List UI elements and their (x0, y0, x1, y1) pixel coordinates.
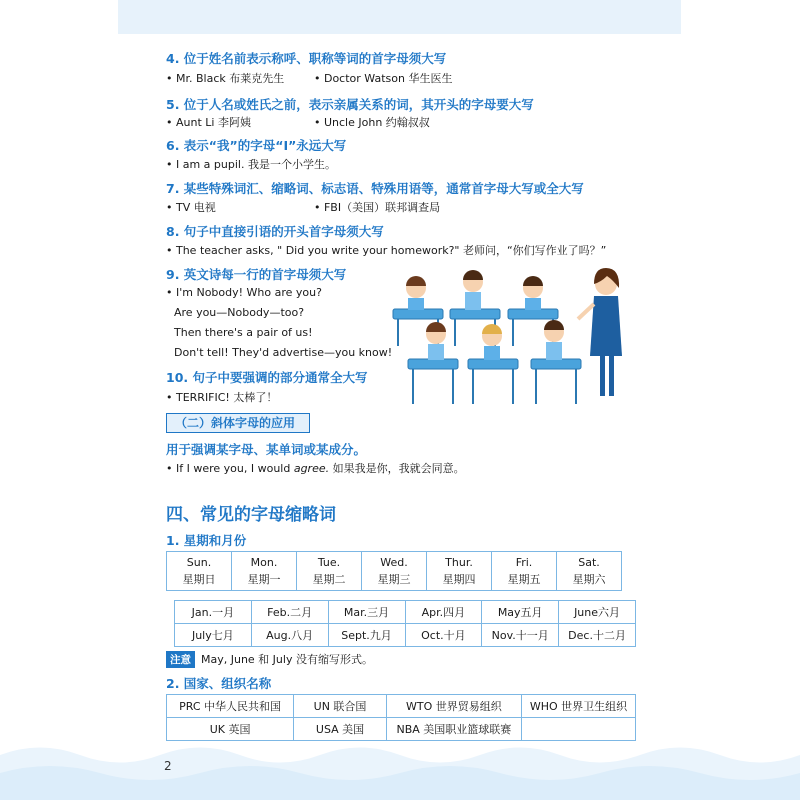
org-cell: WTO 世界贸易组织 (386, 695, 521, 718)
days-table (166, 551, 622, 591)
month-cell: July七月 (175, 624, 252, 647)
poem-line: Then there's a pair of us! (174, 326, 313, 339)
month-cell: Feb.二月 (251, 601, 328, 624)
rule-heading-4: 4. 位于姓名前表示称呼、职称等词的首字母须大写 (166, 51, 447, 66)
rule-heading-5: 5. 位于人名或姓氏之前，表示亲属关系的词，其开头的字母要大写 (166, 97, 534, 112)
italic-heading: 用于强调某字母、某单词或某成分。 (166, 442, 367, 457)
table-row (167, 552, 622, 591)
rule-item: • Aunt Li 李阿姨 (166, 116, 251, 129)
note-tag: 注意 (166, 651, 195, 668)
italic-example: • If I were you, I would agree. 如果我是你，我就会同意。 (166, 462, 465, 475)
table-row (175, 601, 636, 624)
day-cell: Thur. 星期四 (427, 552, 492, 591)
rule-item: • The teacher asks, " Did you write your homework?" 老师问，“你们写作业了吗？” (166, 244, 607, 257)
month-cell: Apr.四月 (405, 601, 482, 624)
org-cell: USA 美国 (294, 718, 387, 741)
rule-heading-7: 7. 某些特殊词汇、缩略词、标志语、特殊用语等，通常首字母大写或全大写 (166, 181, 584, 196)
top-band (118, 0, 681, 34)
months-table (174, 600, 636, 647)
emphasized-word: agree. (293, 462, 330, 475)
section-title: 四、常见的字母缩略词 (166, 505, 336, 525)
poem-line: Don't tell! They'd advertise—you know! (174, 346, 393, 359)
rule-item: • TV 电视 (166, 201, 216, 214)
month-cell: Sept.九月 (328, 624, 405, 647)
rule-item: • Doctor Watson 华生医生 (314, 72, 453, 85)
subheading-orgs: 2. 国家、组织名称 (166, 676, 272, 691)
month-cell: Jan.一月 (175, 601, 252, 624)
table-row (167, 695, 636, 718)
poem-line: Are you—Nobody—too? (174, 306, 305, 319)
month-cell: Dec.十二月 (559, 624, 636, 647)
rule-item: • Mr. Black 布莱克先生 (166, 72, 285, 85)
rule-item: • FBI（美国）联邦调查局 (314, 201, 441, 214)
rule-heading-10: 10. 句子中要强调的部分通常全大写 (166, 370, 368, 385)
rule-heading-9: 9. 英文诗每一行的首字母须大写 (166, 267, 347, 282)
org-cell: UK 英国 (167, 718, 294, 741)
day-cell: Mon. 星期一 (232, 552, 297, 591)
month-cell: Nov.十一月 (482, 624, 559, 647)
poem-line: • I'm Nobody! Who are you? (166, 286, 322, 299)
rule-item: • TERRIFIC! 太棒了！ (166, 391, 278, 404)
month-cell: Mar.三月 (328, 601, 405, 624)
italic-section-tag: （二）斜体字母的应用 (166, 413, 310, 433)
rule-item: • I am a pupil. 我是一个小学生。 (166, 158, 336, 171)
day-cell: Fri. 星期五 (492, 552, 557, 591)
month-cell: May五月 (482, 601, 559, 624)
org-cell: WHO 世界卫生组织 (521, 695, 635, 718)
note (166, 651, 373, 668)
subheading-days-months: 1. 星期和月份 (166, 533, 247, 548)
page-number: 2 (164, 759, 172, 773)
rule-heading-8: 8. 句子中直接引语的开头首字母须大写 (166, 224, 384, 239)
rule-heading-6: 6. 表示“我”的字母“I”永远大写 (166, 138, 347, 153)
month-cell: June六月 (559, 601, 636, 624)
table-row (175, 624, 636, 647)
note-text: May, June 和 July 没有缩写形式。 (201, 653, 373, 666)
day-cell: Tue. 星期二 (297, 552, 362, 591)
day-cell: Wed. 星期三 (362, 552, 427, 591)
org-cell: UN 联合国 (294, 695, 387, 718)
wave-decoration (0, 735, 800, 800)
classroom-illustration (388, 264, 638, 410)
month-cell: Aug.八月 (251, 624, 328, 647)
org-cell: NBA 美国职业篮球联赛 (386, 718, 521, 741)
orgs-table (166, 694, 636, 741)
rule-item: • Uncle John 约翰叔叔 (314, 116, 430, 129)
day-cell: Sat. 星期六 (557, 552, 622, 591)
org-cell: PRC 中华人民共和国 (167, 695, 294, 718)
month-cell: Oct.十月 (405, 624, 482, 647)
day-cell: Sun. 星期日 (167, 552, 232, 591)
